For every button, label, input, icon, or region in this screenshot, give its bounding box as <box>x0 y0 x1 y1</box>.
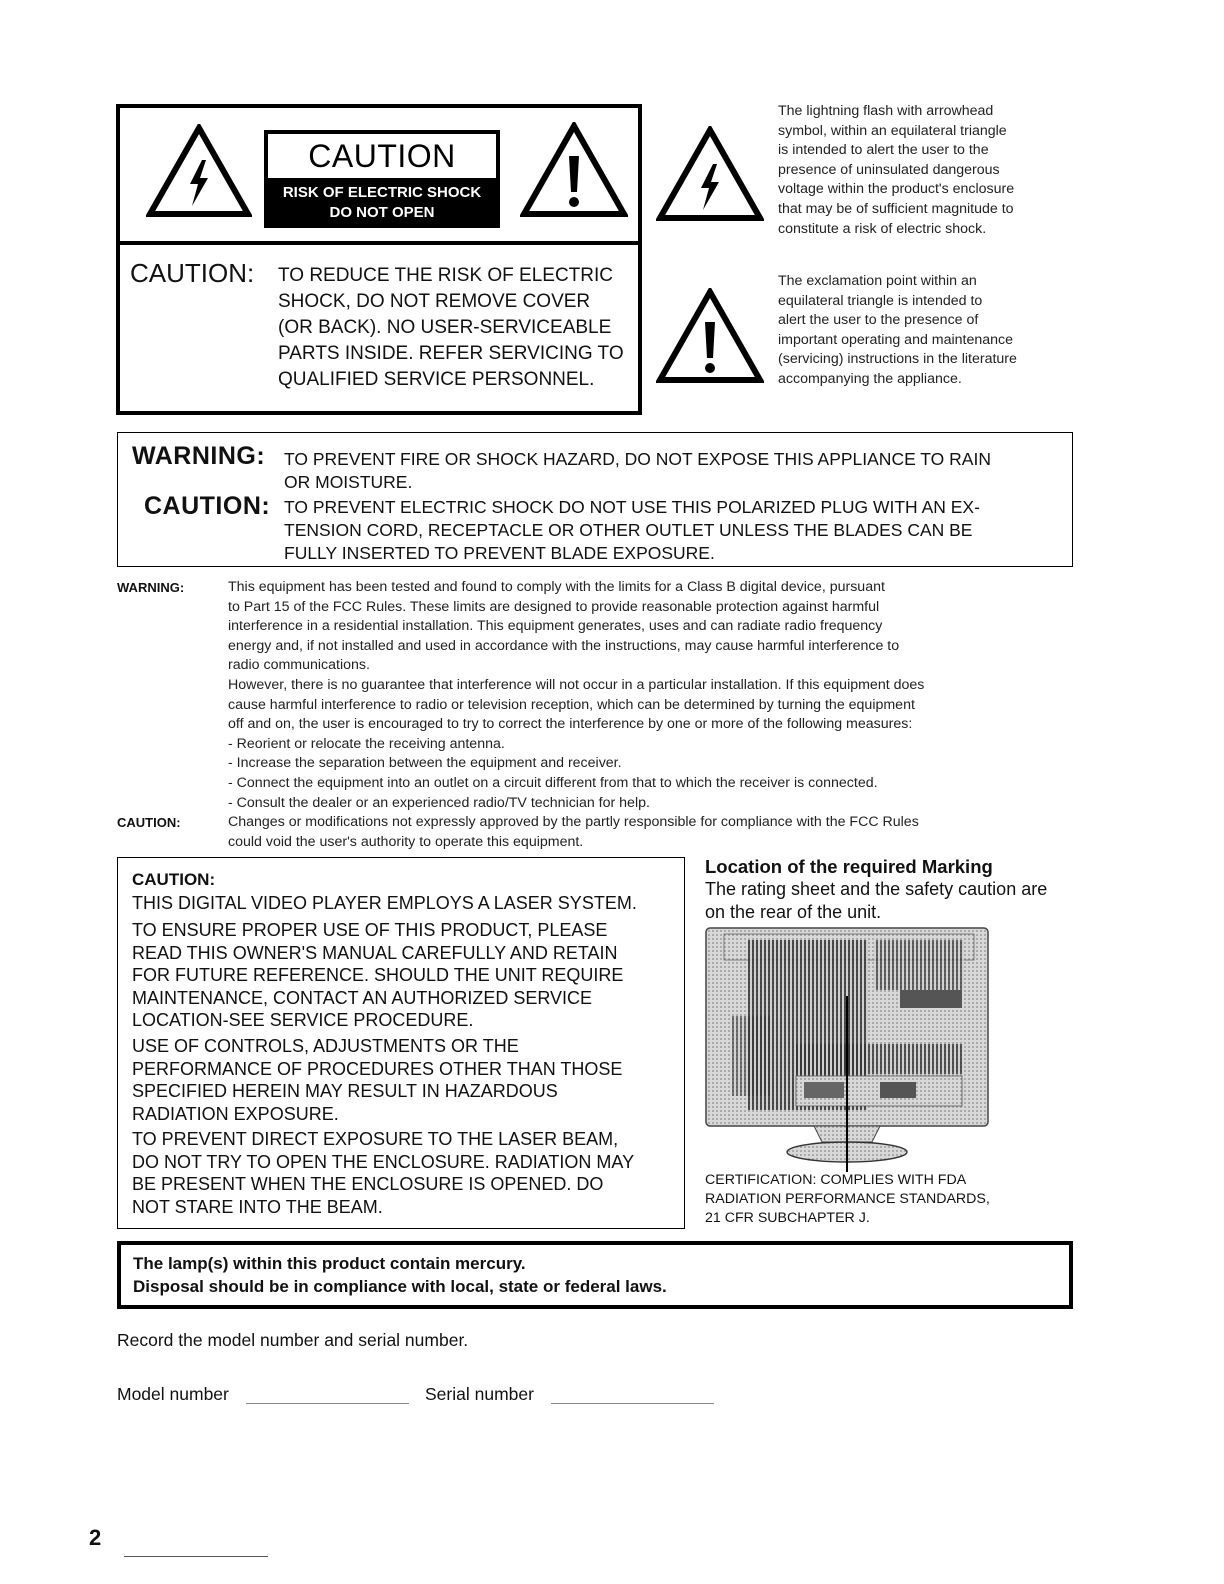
warning-line: TO PREVENT FIRE OR SHOCK HAZARD, DO NOT EXPOSE THIS APPLIANCE TO RAIN <box>284 449 991 469</box>
laser-para-2 <box>132 919 677 1032</box>
serial-number-field <box>551 1403 714 1404</box>
warning-box <box>117 432 1073 567</box>
laser-line: LOCATION-SEE SERVICE PROCEDURE. <box>132 1010 474 1030</box>
laser-line: USE OF CONTROLS, ADJUSTMENTS OR THE <box>132 1036 519 1056</box>
caution-badge-line1: RISK OF ELECTRIC SHOCK <box>282 184 482 201</box>
exclamation-triangle-icon <box>520 122 628 218</box>
fcc-line: Changes or modifications not expressly approved by the partly responsible for compliance with the FCC Rules <box>228 814 919 830</box>
mercury-line-2: Disposal should be in compliance with local, state or federal laws. <box>133 1277 667 1296</box>
footer-rule <box>124 1556 268 1557</box>
laser-line: BE PRESENT WHEN THE ENCLOSURE IS OPENED. DO <box>132 1174 604 1194</box>
desc-line: accompanying the appliance. <box>778 370 962 387</box>
laser-caution-box <box>117 857 685 1229</box>
caution-heading: CAUTION: <box>130 258 255 288</box>
caution-badge <box>264 130 500 228</box>
fcc-line: - Connect the equipment into an outlet on a circuit different from that to which the receiver is connected. <box>228 774 878 791</box>
mercury-notice-box <box>117 1241 1073 1309</box>
laser-line: TO PREVENT DIRECT EXPOSURE TO THE LASER BEAM, <box>132 1129 619 1149</box>
fcc-line: off and on, the user is encouraged to try to correct the interference by one or more of the following measures: <box>228 716 913 733</box>
model-number-field <box>246 1403 409 1404</box>
fcc-caution-text <box>228 813 1074 852</box>
desc-line: that may be of sufficient magnitude to <box>778 200 1014 217</box>
lightning-triangle-icon <box>146 124 252 218</box>
laser-para-1 <box>132 892 677 915</box>
laser-line: RADIATION EXPOSURE. <box>132 1103 339 1124</box>
laser-line: MAINTENANCE, CONTACT AN AUTHORIZED SERVICE <box>132 987 593 1008</box>
desc-line: equilateral triangle is intended to <box>778 292 983 309</box>
lightning-symbol-description <box>778 102 1078 239</box>
location-line: The rating sheet and the safety caution are <box>705 879 1048 899</box>
mercury-line-1: The lamp(s) within this product contain mercury. <box>133 1254 526 1273</box>
caution-line: PARTS INSIDE. REFER SERVICING TO <box>278 343 624 364</box>
desc-line: voltage within the product's enclosure <box>778 181 1015 198</box>
fcc-warning-text <box>228 578 1074 813</box>
model-number-label: Model number <box>117 1384 229 1404</box>
warning-line: OR MOISTURE. <box>284 472 413 492</box>
fcc-line: - Increase the separation between the equipment and receiver. <box>228 755 622 772</box>
cert-line: RADIATION PERFORMANCE STANDARDS, <box>705 1191 990 1207</box>
serial-number-label: Serial number <box>425 1384 534 1404</box>
warning-text <box>284 448 991 494</box>
desc-line: alert the user to the presence of <box>778 312 979 329</box>
location-line: on the rear of the unit. <box>705 901 882 922</box>
location-title: Location of the required Marking <box>705 856 993 877</box>
desc-line: is intended to alert the user to the <box>778 142 989 159</box>
exclamation-symbol-description <box>778 272 1078 390</box>
fcc-line: interference in a residential installation. This equipment generates, uses and can radiate radio frequency <box>228 618 883 635</box>
fcc-line: This equipment has been tested and found to comply with the limits for a Class B digital device, pursuant <box>228 579 885 595</box>
exclamation-triangle-icon <box>656 288 764 384</box>
desc-line: symbol, within an equilateral triangle <box>778 122 1007 139</box>
caution-label <box>120 108 638 245</box>
laser-caution-title: CAUTION: <box>132 870 216 889</box>
caution-text <box>284 496 980 565</box>
caution-line: (OR BACK). NO USER-SERVICEABLE <box>278 317 612 338</box>
desc-line: constitute a risk of electric shock. <box>778 220 987 237</box>
laser-line: DO NOT TRY TO OPEN THE ENCLOSURE. RADIATION MAY <box>132 1151 635 1172</box>
caution-badge-title: CAUTION <box>268 134 496 178</box>
caution-badge-line2: DO NOT OPEN <box>329 204 435 221</box>
cert-line: 21 CFR SUBCHAPTER J. <box>705 1210 870 1226</box>
desc-line: The exclamation point within an <box>778 273 977 289</box>
fcc-line: - Reorient or relocate the receiving antenna. <box>228 735 505 752</box>
fcc-line: to Part 15 of the FCC Rules. These limits are designed to provide reasonable protection against harmful <box>228 598 880 615</box>
laser-line: SPECIFIED HEREIN MAY RESULT IN HAZARDOUS <box>132 1081 558 1101</box>
caution-line: TENSION CORD, RECEPTACLE OR OTHER OUTLET UNLESS THE BLADES CAN BE <box>284 520 973 540</box>
laser-para-4 <box>132 1128 677 1218</box>
fcc-line: - Consult the dealer or an experienced radio/TV technician for help. <box>228 794 650 811</box>
caution-line: SHOCK, DO NOT REMOVE COVER <box>278 291 591 312</box>
laser-para-3 <box>132 1035 677 1125</box>
warning-label: WARNING: <box>132 442 266 470</box>
fcc-line: energy and, if not installed and used in accordance with the instructions, may cause harmful interference to <box>228 637 900 654</box>
laser-line: READ THIS OWNER'S MANUAL CAREFULLY AND RETAIN <box>132 942 618 963</box>
certification-text <box>705 1171 1065 1228</box>
laser-line: NOT STARE INTO THE BEAM. <box>132 1196 383 1217</box>
laser-line: TO ENSURE PROPER USE OF THIS PRODUCT, PLEASE <box>132 920 608 940</box>
fcc-caution-label: CAUTION: <box>117 815 181 830</box>
caution-text <box>278 263 624 393</box>
fcc-line: could void the user's authority to operate this equipment. <box>228 833 584 850</box>
lightning-triangle-icon <box>656 126 764 222</box>
caution-line: QUALIFIED SERVICE PERSONNEL. <box>278 369 595 390</box>
page-number: 2 <box>89 1525 102 1550</box>
fcc-line: However, there is no guarantee that interference will not occur in a particular installation. If this equipment does <box>228 676 925 693</box>
desc-line: important operating and maintenance <box>778 331 1014 348</box>
cert-line: CERTIFICATION: COMPLIES WITH FDA <box>705 1172 967 1188</box>
laser-line: THIS DIGITAL VIDEO PLAYER EMPLOYS A LASER SYSTEM. <box>132 893 637 913</box>
desc-line: (servicing) instructions in the literature <box>778 351 1017 368</box>
caution-line: FULLY INSERTED TO PREVENT BLADE EXPOSURE. <box>284 543 715 563</box>
laser-line: FOR FUTURE REFERENCE. SHOULD THE UNIT REQUIRE <box>132 965 624 985</box>
desc-line: presence of uninsulated dangerous <box>778 161 1000 178</box>
caution-box <box>116 104 642 415</box>
location-text <box>705 878 1075 923</box>
tv-rear-illustration <box>704 926 990 1172</box>
caution-label: CAUTION: <box>144 492 271 520</box>
fcc-line: radio communications. <box>228 657 370 674</box>
fcc-warning-label: WARNING: <box>117 580 185 595</box>
caution-line: TO REDUCE THE RISK OF ELECTRIC <box>278 265 614 286</box>
fcc-line: cause harmful interference to radio or television reception, which can be determined by turning the equipment <box>228 696 915 713</box>
laser-line: PERFORMANCE OF PROCEDURES OTHER THAN THOSE <box>132 1058 623 1079</box>
record-instruction: Record the model number and serial number. <box>117 1330 469 1350</box>
caution-line: TO PREVENT ELECTRIC SHOCK DO NOT USE THIS POLARIZED PLUG WITH AN EX- <box>284 497 980 517</box>
desc-line: The lightning flash with arrowhead <box>778 103 994 119</box>
